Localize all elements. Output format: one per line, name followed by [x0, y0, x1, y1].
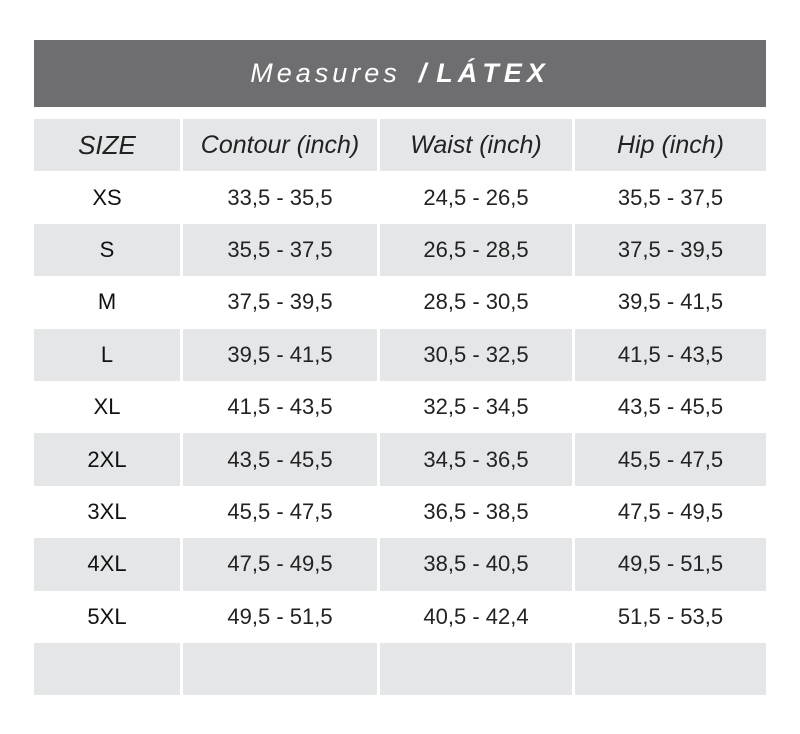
- table-header-row: [34, 119, 766, 171]
- hip-cell: 45,5 - 47,5: [572, 433, 766, 485]
- size-cell: 4XL: [34, 538, 180, 590]
- size-cell: M: [97, 289, 117, 315]
- size-table: [34, 119, 766, 695]
- contour-cell: 33,5 - 35,5: [180, 171, 377, 223]
- contour-cell: 45,5 - 47,5: [180, 486, 377, 538]
- header-size: SIZE: [34, 119, 180, 171]
- hip-cell: 49,5 - 51,5: [572, 538, 766, 590]
- waist-cell: 26,5 - 28,5: [377, 224, 572, 276]
- size-cell: L: [34, 329, 180, 381]
- waist-cell: 28,5 - 30,5: [377, 276, 572, 328]
- waist-cell: 36,5 - 38,5: [377, 486, 572, 538]
- waist-cell: 40,5 - 42,4: [377, 591, 572, 643]
- hip-cell: [572, 643, 766, 695]
- contour-cell: 39,5 - 41,5: [180, 329, 377, 381]
- hip-cell: 39,5 - 41,5: [572, 276, 766, 328]
- title-banner: [34, 40, 766, 107]
- waist-cell: 38,5 - 40,5: [377, 538, 572, 590]
- contour-cell: 35,5 - 37,5: [180, 224, 377, 276]
- size-cell: XL: [93, 394, 121, 420]
- contour-cell: [180, 643, 377, 695]
- size-cell: 5XL: [87, 603, 127, 629]
- contour-cell: 47,5 - 49,5: [180, 538, 377, 590]
- contour-cell: 41,5 - 43,5: [180, 381, 377, 433]
- table-row: [34, 329, 766, 381]
- waist-cell: 32,5 - 34,5: [377, 381, 572, 433]
- table-row: [34, 381, 766, 433]
- table-row: [34, 171, 766, 223]
- waist-cell: [377, 643, 572, 695]
- table-row: [34, 538, 766, 590]
- waist-cell: 24,5 - 26,5: [377, 171, 572, 223]
- hip-cell: 41,5 - 43,5: [572, 329, 766, 381]
- size-cell: 3XL: [87, 498, 127, 524]
- waist-cell: 34,5 - 36,5: [377, 433, 572, 485]
- header-hip: Hip (inch): [572, 119, 766, 171]
- contour-cell: 37,5 - 39,5: [180, 276, 377, 328]
- title-separator: /: [418, 58, 431, 88]
- table-row: [34, 486, 766, 538]
- table-row: [34, 591, 766, 643]
- table-row-empty: [34, 643, 766, 695]
- hip-cell: 35,5 - 37,5: [572, 171, 766, 223]
- hip-cell: 47,5 - 49,5: [572, 486, 766, 538]
- size-cell: S: [34, 224, 180, 276]
- size-cell: 2XL: [34, 433, 180, 485]
- contour-cell: 49,5 - 51,5: [180, 591, 377, 643]
- table-row: [34, 433, 766, 485]
- table-row: [34, 224, 766, 276]
- size-cell: XS: [92, 184, 122, 210]
- table-row: [34, 276, 766, 328]
- hip-cell: 37,5 - 39,5: [572, 224, 766, 276]
- title-main: Measures: [250, 58, 401, 88]
- header-contour: Contour (inch): [180, 119, 377, 171]
- contour-cell: 43,5 - 45,5: [180, 433, 377, 485]
- waist-cell: 30,5 - 32,5: [377, 329, 572, 381]
- hip-cell: 43,5 - 45,5: [572, 381, 766, 433]
- title-sub: LÁTEX: [436, 58, 550, 88]
- hip-cell: 51,5 - 53,5: [572, 591, 766, 643]
- size-cell: [34, 643, 180, 695]
- header-waist: Waist (inch): [377, 119, 572, 171]
